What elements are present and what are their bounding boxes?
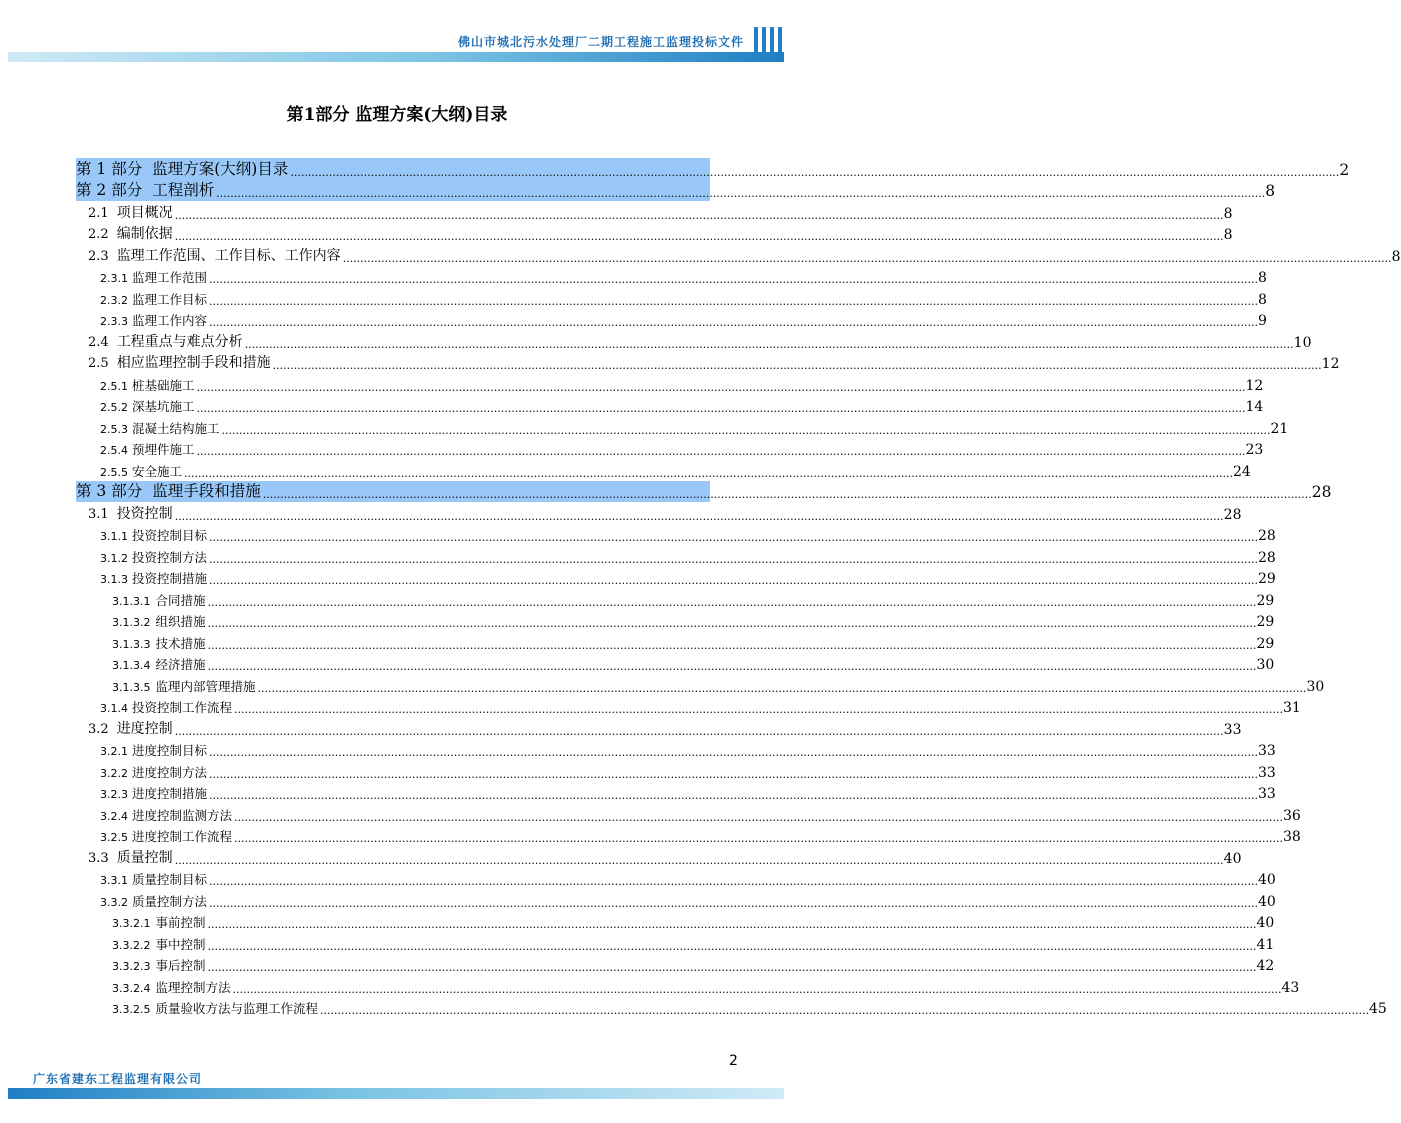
toc-entry-title: 预埋件施工 xyxy=(132,442,195,457)
toc-leader-dots: ............................................................................................................................................................................................................................................................................................................ xyxy=(207,939,1257,953)
toc-entry-page: 33 xyxy=(1223,721,1242,738)
toc-entry-page: 40 xyxy=(1258,893,1276,910)
toc-leader-dots: ............................................................................................................................................................................................................................................................................................................ xyxy=(209,316,1258,329)
toc-entry[interactable] xyxy=(76,846,1242,868)
toc-entry[interactable] xyxy=(76,631,1275,653)
toc-leader-dots: ............................................................................................................................................................................................................................................................................................................ xyxy=(232,982,1282,996)
toc-entry-label xyxy=(76,763,207,782)
toc-entry[interactable] xyxy=(76,309,1267,331)
toc-entry-title: 监理控制方法 xyxy=(155,979,231,995)
toc-entry-title: 深基坑施工 xyxy=(132,399,195,414)
toc-entry-number: 2.3.2 xyxy=(100,293,128,307)
toc-entry-number: 2.3.1 xyxy=(100,272,128,285)
toc-leader-dots: ............................................................................................................................................................................................................................................................................................................ xyxy=(209,574,1258,587)
toc-entry-number: 第 3 部分 xyxy=(76,482,143,500)
toc-entry-label xyxy=(76,935,206,954)
toc-entry-label xyxy=(76,376,195,395)
toc-entry[interactable] xyxy=(76,287,1267,309)
toc-entry-label xyxy=(76,440,195,459)
toc-entry-number: 第 1 部分 xyxy=(76,159,143,178)
toc-entry-page: 41 xyxy=(1256,936,1275,953)
toc-entry-label xyxy=(76,352,271,373)
toc-entry-page: 29 xyxy=(1256,635,1275,652)
toc-entry-label xyxy=(76,202,173,223)
toc-leader-dots: ............................................................................................................................................................................................................................................................................................................ xyxy=(244,337,1294,351)
toc-entry-page: 42 xyxy=(1256,958,1275,974)
toc-entry[interactable] xyxy=(76,932,1275,954)
toc-leader-dots: ............................................................................................................................................................................................................................................................................................................ xyxy=(207,918,1257,931)
toc-entry-title: 进度控制方法 xyxy=(132,764,208,780)
toc-entry-number: 2.3.3 xyxy=(100,315,128,328)
toc-entry-number: 3.3.2 xyxy=(100,895,128,909)
toc-entry-title: 监理工作内容 xyxy=(132,313,208,328)
toc-entry-page: 12 xyxy=(1245,377,1264,394)
toc-entry[interactable] xyxy=(76,610,1275,632)
toc-entry-number: 3.3.2.2 xyxy=(112,938,151,952)
toc-entry-page: 28 xyxy=(1223,506,1242,523)
toc-entry[interactable] xyxy=(76,717,1242,739)
toc-entry[interactable] xyxy=(76,545,1276,567)
toc-entry-label xyxy=(76,548,207,567)
toc-entry-page: 33 xyxy=(1258,743,1276,759)
toc-entry-number: 3.1.4 xyxy=(100,702,128,715)
toc-entry-label xyxy=(76,806,232,825)
toc-entry-number: 2.5.4 xyxy=(100,444,128,457)
toc-leader-dots: ............................................................................................................................................................................................................................................................................................................ xyxy=(209,896,1258,910)
page-title: 第1部分 监理方案(大纲)目录 xyxy=(286,105,508,125)
toc-entry-label xyxy=(76,157,288,180)
toc-entry-page: 28 xyxy=(1258,549,1276,566)
toc-entry-number: 3.3.2.1 xyxy=(112,917,151,930)
header-stripes-decoration xyxy=(754,27,784,54)
toc-entry-page: 43 xyxy=(1281,979,1300,996)
toc-entry[interactable] xyxy=(76,266,1267,288)
toc-entry-label xyxy=(76,479,261,502)
toc-entry-title: 事后控制 xyxy=(155,958,206,973)
toc-entry-number: 3.1.3 xyxy=(100,573,128,586)
toc-entry[interactable] xyxy=(76,803,1301,825)
toc-entry-number: 3.3.2.3 xyxy=(112,960,151,973)
toc-entry-title: 进度控制目标 xyxy=(132,743,208,758)
toc-entry-title: 相应监理控制手段和措施 xyxy=(116,355,271,371)
toc-leader-dots: ............................................................................................................................................................................................................................................................................................................ xyxy=(209,552,1258,566)
toc-entry-page: 8 xyxy=(1258,270,1267,286)
toc-entry-page: 40 xyxy=(1223,850,1242,867)
toc-entry-title: 经济措施 xyxy=(155,657,206,672)
toc-entry-label xyxy=(76,978,231,997)
toc-leader-dots: ............................................................................................................................................................................................................................................................................................................ xyxy=(196,445,1246,458)
page-number: 2 xyxy=(729,1053,738,1069)
toc-entry-page: 40 xyxy=(1256,915,1275,931)
toc-entry-label xyxy=(76,956,206,975)
toc-entry[interactable] xyxy=(76,674,1325,696)
toc-entry-label xyxy=(76,331,243,352)
toc-entry-label xyxy=(76,870,207,889)
toc-entry-page: 8 xyxy=(1223,205,1233,222)
toc-entry-title: 监理方案(大纲)目录 xyxy=(152,159,289,178)
toc-entry-label xyxy=(76,462,182,481)
toc-entry-label xyxy=(76,178,214,201)
toc-entry[interactable] xyxy=(76,782,1276,804)
toc-entry[interactable] xyxy=(76,825,1301,847)
toc-entry-title: 安全施工 xyxy=(132,463,183,479)
toc-entry-page: 29 xyxy=(1256,592,1275,609)
toc-entry-title: 监理工作范围、工作目标、工作内容 xyxy=(116,247,341,264)
toc-entry-page: 45 xyxy=(1368,1001,1387,1017)
toc-leader-dots: ............................................................................................................................................................................................................................................................................................................ xyxy=(174,509,1224,523)
toc-leader-dots: ............................................................................................................................................................................................................................................................................................................ xyxy=(207,595,1257,609)
toc-entry-number: 3.3.1 xyxy=(100,874,128,887)
toc-entry[interactable] xyxy=(76,975,1300,997)
toc-entry-label xyxy=(76,245,341,266)
toc-entry-number: 3.2 xyxy=(88,721,109,737)
toc-entry-title: 事前控制 xyxy=(155,915,206,930)
toc-entry-label xyxy=(76,503,173,524)
toc-entry-title: 工程重点与难点分析 xyxy=(116,333,243,350)
toc-entry-page: 30 xyxy=(1306,678,1325,695)
toc-entry-page: 23 xyxy=(1245,442,1264,458)
toc-entry-page: 8 xyxy=(1258,291,1267,308)
toc-entry-title: 监理手段和措施 xyxy=(152,482,261,500)
toc-entry-title: 质量控制目标 xyxy=(132,872,208,887)
toc-entry[interactable] xyxy=(76,330,1312,352)
toc-entry[interactable] xyxy=(76,997,1387,1019)
toc-entry-number: 第 2 部分 xyxy=(76,181,143,199)
toc-leader-dots: ............................................................................................................................................................................................................................................................................................................ xyxy=(221,423,1271,437)
toc-entry-label xyxy=(76,223,173,244)
toc-entry-number: 2.5.3 xyxy=(100,422,128,436)
toc-entry-page: 8 xyxy=(1265,182,1276,200)
toc-entry[interactable] xyxy=(76,395,1264,417)
toc-entry-page: 8 xyxy=(1223,227,1233,243)
toc-entry-title: 监理工作范围 xyxy=(132,270,208,285)
toc-entry-number: 3.1.3.2 xyxy=(112,616,151,629)
toc-entry-label xyxy=(76,698,232,717)
toc-entry-page: 2 xyxy=(1339,160,1350,179)
toc-entry-title: 组织措施 xyxy=(155,614,206,629)
toc-entry-label xyxy=(76,290,207,309)
toc-leader-dots: ............................................................................................................................................................................................................................................................................................................ xyxy=(209,294,1258,308)
toc-leader-dots: ............................................................................................................................................................................................................................................................................................................ xyxy=(257,681,1307,695)
toc-entry[interactable] xyxy=(76,158,1350,180)
toc-leader-dots: ............................................................................................................................................................................................................................................................................................................ xyxy=(207,660,1257,673)
toc-entry-number: 3.3 xyxy=(88,850,109,866)
toc-entry-title: 技术措施 xyxy=(155,635,206,651)
toc-entry-title: 合同措施 xyxy=(155,592,206,608)
toc-entry-label xyxy=(76,741,207,760)
toc-leader-dots: ............................................................................................................................................................................................................................................................................................................ xyxy=(216,187,1266,200)
toc-entry-title: 质量控制方法 xyxy=(132,893,208,909)
toc-entry-page: 29 xyxy=(1256,614,1275,630)
toc-entry-title: 投资控制目标 xyxy=(132,528,208,543)
toc-entry-label xyxy=(76,526,207,545)
toc-entry[interactable] xyxy=(76,653,1275,675)
toc-entry-label xyxy=(76,827,232,846)
toc-leader-dots: ............................................................................................................................................................................................................................................................................................................ xyxy=(209,875,1258,888)
toc-entry-number: 3.2.1 xyxy=(100,745,128,758)
toc-leader-dots: ............................................................................................................................................................................................................................................................................................................ xyxy=(207,638,1257,652)
toc-entry-label xyxy=(76,591,206,610)
toc-entry[interactable] xyxy=(76,760,1276,782)
toc-leader-dots: ............................................................................................................................................................................................................................................................................................................ xyxy=(209,531,1258,544)
toc-entry-label xyxy=(76,677,256,696)
toc-entry-title: 进度控制措施 xyxy=(132,786,208,801)
toc-entry[interactable] xyxy=(76,373,1264,395)
toc-entry[interactable] xyxy=(76,868,1276,890)
toc-entry-number: 3.1.3.3 xyxy=(112,637,151,651)
toc-leader-dots: ............................................................................................................................................................................................................................................................................................................ xyxy=(184,466,1233,480)
toc-entry-page: 21 xyxy=(1270,420,1289,437)
toc-entry-page: 12 xyxy=(1321,356,1340,372)
toc-entry[interactable] xyxy=(76,201,1233,223)
toc-entry-number: 3.2.4 xyxy=(100,809,128,823)
toc-entry-page: 33 xyxy=(1258,786,1276,802)
toc-leader-dots: ............................................................................................................................................................................................................................................................................................................ xyxy=(174,853,1224,867)
toc-entry-label xyxy=(76,718,173,739)
toc-entry-number: 2.4 xyxy=(88,334,109,350)
toc-entry-label xyxy=(76,397,195,416)
toc-entry-label xyxy=(76,892,207,911)
toc-entry-number: 3.1.2 xyxy=(100,551,128,565)
toc-entry[interactable] xyxy=(76,889,1276,911)
toc-entry-page: 28 xyxy=(1258,528,1276,544)
toc-entry-title: 进度控制监测方法 xyxy=(132,807,233,823)
toc-entry-number: 2.1 xyxy=(88,205,109,221)
toc-leader-dots: ............................................................................................................................................................................................................................................................................................................ xyxy=(320,1004,1369,1017)
toc-leader-dots: ............................................................................................................................................................................................................................................................................................................ xyxy=(234,832,1283,845)
toc-entry-number: 2.5.2 xyxy=(100,401,128,414)
toc-entry-page: 29 xyxy=(1258,571,1276,587)
toc-leader-dots: ............................................................................................................................................................................................................................................................................................................ xyxy=(234,703,1283,716)
toc-entry-number: 3.1.1 xyxy=(100,530,128,543)
toc-entry-label xyxy=(76,655,206,674)
toc-entry-label xyxy=(76,612,206,631)
toc-entry-title: 编制依据 xyxy=(116,226,173,242)
toc-leader-dots: ............................................................................................................................................................................................................................................................................................................ xyxy=(174,724,1224,738)
toc-leader-dots: ............................................................................................................................................................................................................................................................................................................ xyxy=(262,488,1312,501)
toc-entry-title: 投资控制措施 xyxy=(132,571,208,586)
toc-entry-page: 31 xyxy=(1283,700,1301,716)
toc-entry-page: 14 xyxy=(1245,399,1264,415)
toc-entry-number: 3.2.5 xyxy=(100,831,128,844)
toc-entry-number: 2.5.1 xyxy=(100,379,128,393)
toc-entry[interactable] xyxy=(76,954,1275,976)
toc-entry-number: 3.1.3.4 xyxy=(112,659,151,672)
toc-entry[interactable] xyxy=(76,567,1276,589)
toc-leader-dots: ............................................................................................................................................................................................................................................................................................................ xyxy=(207,617,1257,630)
toc-entry-title: 工程剖析 xyxy=(152,181,215,199)
toc-entry-title: 事中控制 xyxy=(155,936,206,952)
toc-entry-page: 9 xyxy=(1258,313,1267,329)
toc-entry-title: 质量验收方法与监理工作流程 xyxy=(155,1001,318,1016)
toc-entry[interactable] xyxy=(76,180,1276,202)
toc-entry-number: 3.2.2 xyxy=(100,766,128,780)
toc-entry-page: 36 xyxy=(1283,807,1301,824)
toc-entry-page: 30 xyxy=(1256,657,1275,673)
toc-leader-dots: ............................................................................................................................................................................................................................................................................................................ xyxy=(209,746,1258,759)
toc-leader-dots: ............................................................................................................................................................................................................................................................................................................ xyxy=(272,359,1322,372)
toc-entry-page: 38 xyxy=(1283,829,1301,845)
toc-entry-title: 混凝土结构施工 xyxy=(132,420,220,436)
toc-entry-page: 24 xyxy=(1233,463,1251,480)
footer-company-name: 广东省建东工程监理有限公司 xyxy=(33,1072,203,1086)
toc-entry[interactable] xyxy=(76,223,1233,245)
toc-entry[interactable] xyxy=(76,459,1251,481)
toc-entry[interactable] xyxy=(76,438,1264,460)
toc-entry-title: 进度控制 xyxy=(116,720,173,737)
toc-entry-page: 28 xyxy=(1311,483,1332,501)
header-title: 佛山市城北污水处理厂二期工程施工监理投标文件 xyxy=(457,35,744,49)
toc-entry-page: 10 xyxy=(1293,334,1312,351)
toc-entry-page: 40 xyxy=(1258,872,1276,888)
toc-entry-label xyxy=(76,999,318,1018)
toc-entry-title: 桩基础施工 xyxy=(132,377,195,393)
toc-entry-title: 监理内部管理措施 xyxy=(155,678,256,694)
toc-entry-number: 3.1 xyxy=(88,506,109,522)
toc-entry-number: 2.2 xyxy=(88,227,109,242)
toc-leader-dots: ............................................................................................................................................................................................................................................................................................................ xyxy=(207,961,1257,974)
toc-entry-label xyxy=(76,569,207,588)
toc-entry-number: 3.2.3 xyxy=(100,788,128,801)
toc-entry-title: 项目概况 xyxy=(116,204,173,221)
footer-bar xyxy=(8,1088,784,1099)
toc-entry[interactable] xyxy=(76,416,1289,438)
toc-leader-dots: ............................................................................................................................................................................................................................................................................................................ xyxy=(209,767,1258,781)
toc-entry[interactable] xyxy=(76,481,1332,503)
toc-entry[interactable] xyxy=(76,244,1401,266)
toc-entry-label xyxy=(76,913,206,932)
toc-entry-number: 2.3 xyxy=(88,248,109,264)
toc-leader-dots: ............................................................................................................................................................................................................................................................................................................ xyxy=(174,230,1224,243)
header-bar xyxy=(8,52,784,62)
toc-entry-page: 33 xyxy=(1258,764,1276,781)
toc-entry-title: 投资控制 xyxy=(116,505,173,522)
toc-entry-title: 投资控制工作流程 xyxy=(132,700,233,715)
toc-entry-number: 2.5.5 xyxy=(100,465,128,479)
toc-entry-title: 投资控制方法 xyxy=(132,549,208,565)
toc-leader-dots: ............................................................................................................................................................................................................................................................................................................ xyxy=(196,380,1246,394)
toc-entry-label xyxy=(76,268,207,287)
toc-entry-label xyxy=(76,847,173,868)
toc-leader-dots: ............................................................................................................................................................................................................................................................................................................ xyxy=(209,273,1258,286)
toc-entry[interactable] xyxy=(76,524,1276,546)
toc-entry[interactable] xyxy=(76,911,1275,933)
toc-entry-label xyxy=(76,634,206,653)
toc-entry-title: 进度控制工作流程 xyxy=(132,829,233,844)
toc-entry-number: 3.3.2.5 xyxy=(112,1003,151,1016)
toc-leader-dots: ............................................................................................................................................................................................................................................................................................................ xyxy=(174,208,1224,222)
toc-entry-number: 3.1.3.1 xyxy=(112,594,151,608)
toc-entry-title: 监理工作目标 xyxy=(132,291,208,307)
toc-entry-number: 3.3.2.4 xyxy=(112,981,151,995)
toc-entry-label xyxy=(76,784,207,803)
table-of-contents xyxy=(76,158,1401,1018)
toc-leader-dots: ............................................................................................................................................................................................................................................................................................................ xyxy=(234,810,1283,824)
toc-entry[interactable] xyxy=(76,502,1242,524)
toc-entry-number: 3.1.3.5 xyxy=(112,680,151,694)
toc-entry-title: 质量控制 xyxy=(116,849,173,866)
toc-leader-dots: ............................................................................................................................................................................................................................................................................................................ xyxy=(290,165,1340,179)
toc-entry-number: 2.5 xyxy=(88,356,109,371)
toc-leader-dots: ............................................................................................................................................................................................................................................................................................................ xyxy=(342,251,1392,265)
toc-entry-label xyxy=(76,419,220,438)
toc-entry[interactable] xyxy=(76,696,1301,718)
toc-entry-page: 8 xyxy=(1391,248,1401,265)
toc-leader-dots: ............................................................................................................................................................................................................................................................................................................ xyxy=(196,402,1246,415)
toc-leader-dots: ............................................................................................................................................................................................................................................................................................................ xyxy=(209,789,1258,802)
toc-entry[interactable] xyxy=(76,352,1340,374)
toc-entry[interactable] xyxy=(76,588,1275,610)
toc-entry[interactable] xyxy=(76,739,1276,761)
toc-entry-label xyxy=(76,311,207,330)
